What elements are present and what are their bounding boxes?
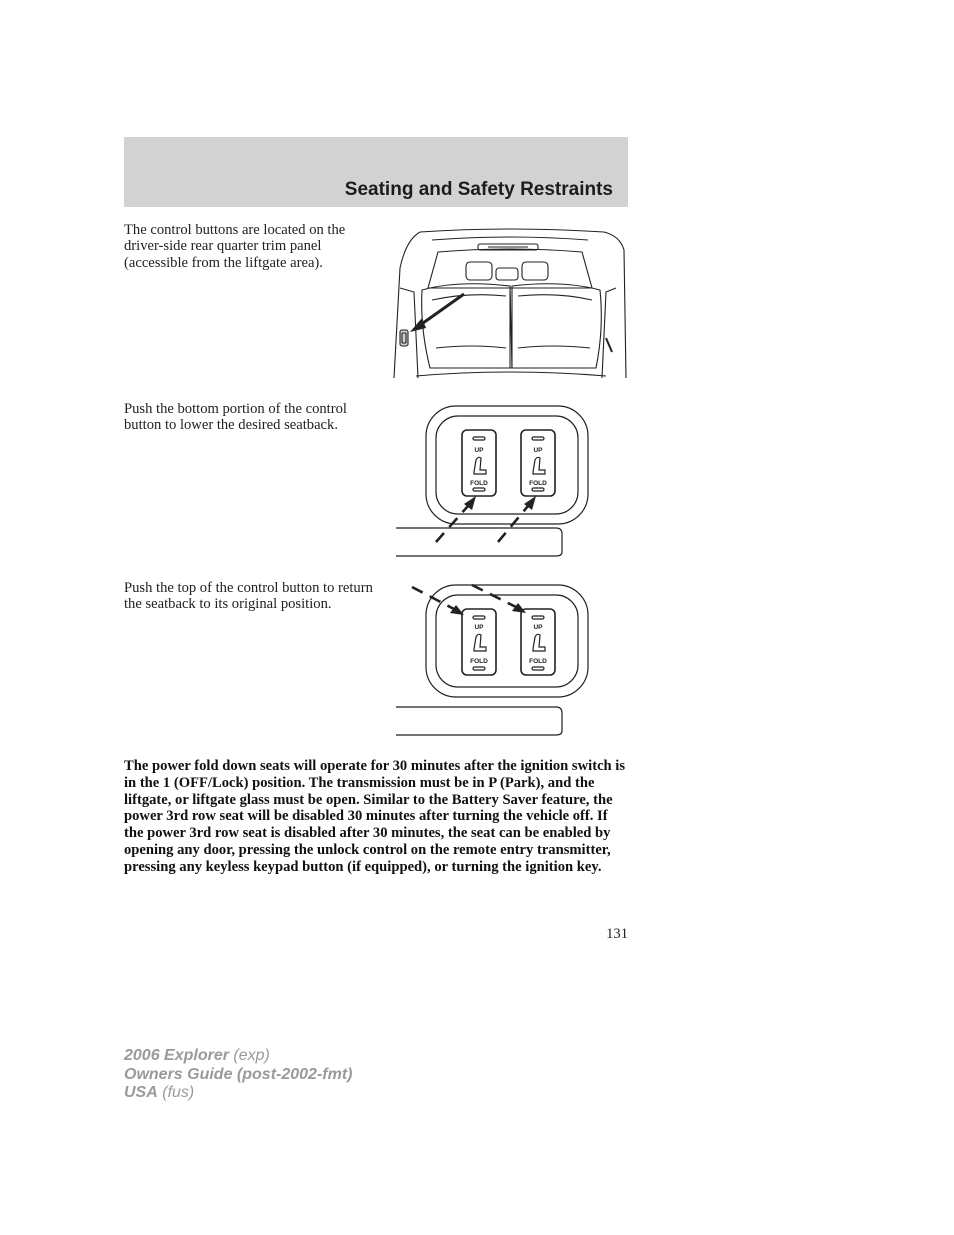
paragraph-fold-instruction: Push the bottom portion of the control button to lower the desired seatback.: [124, 401, 347, 434]
switch-fold-illustration: [392, 404, 592, 560]
switch-fold-label: FOLD: [529, 480, 547, 487]
footer-line-3: USA (fus): [124, 1084, 195, 1101]
switch-fold-label: FOLD: [470, 658, 488, 665]
section-title: Seating and Safety Restraints: [344, 179, 613, 200]
left-seat-switch: [462, 430, 496, 496]
paragraph-up-instruction: Push the top of the control button to return the seatback to its original position.: [124, 580, 373, 613]
switch-fold-label: FOLD: [470, 480, 488, 487]
switch-up-label: UP: [474, 447, 484, 454]
switch-up-label: UP: [533, 624, 543, 631]
footer-line-1: 2006 Explorer (exp): [124, 1047, 270, 1064]
document-footer: [124, 1047, 352, 1103]
right-seat-switch: [521, 430, 555, 496]
left-seat-switch: [462, 609, 496, 675]
right-seat-switch: [521, 609, 555, 675]
page-number: 131: [606, 926, 628, 942]
power-fold-warning: The power fold down seats will operate for 30 minutes after the ignition switch is in the 1 (OFF/Lock) position. The transmission must be in P (Park), and the liftgate, or liftgate glass must be open. Similar to the Battery Saver feature, the power 3rd row seat will be disabled 30 minutes after turning the vehicle off. If the power 3rd row seat is disabled after 30 minutes, the seat can be enabled by opening any door, pressing the unlock control on the remote entry transmitter, pressing any keyless keypad button (if equipped), or turning the ignition key.: [124, 758, 626, 875]
paragraph-control-location: The control buttons are located on the driver-side rear quarter trim panel (accessible from the liftgate area).: [124, 222, 346, 271]
switch-up-illustration: [392, 583, 592, 739]
section-header-band: [124, 137, 628, 207]
footer-line-2: Owners Guide (post-2002-fmt): [124, 1065, 353, 1083]
switch-fold-label: FOLD: [529, 658, 547, 665]
switch-up-label: UP: [474, 624, 484, 631]
vehicle-rear-interior-illustration: [392, 228, 628, 382]
switch-up-label: UP: [533, 447, 543, 454]
